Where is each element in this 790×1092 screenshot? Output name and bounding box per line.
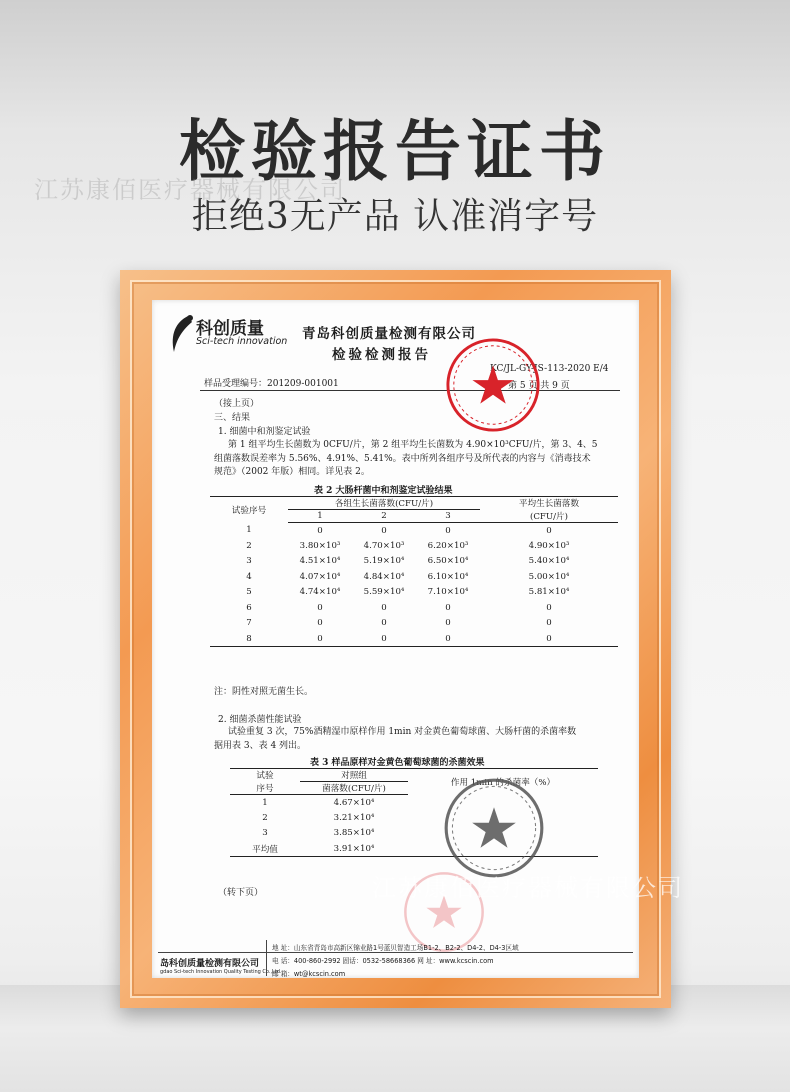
table-cell: 4.70×10³ <box>363 540 405 551</box>
table-header: 2 <box>352 510 416 523</box>
official-seal-top <box>444 336 542 434</box>
table-row <box>210 523 618 539</box>
table-row <box>210 631 618 647</box>
table-cell: 5 <box>246 587 252 598</box>
footer-phone: 电 话：400-860-2992 固话：0532-58668366 网 址：www.kcscin.com <box>272 957 494 965</box>
table-cell: 2 <box>262 812 268 823</box>
table-cell: 5.40×10⁴ <box>528 556 570 567</box>
table-cell: 0 <box>288 631 352 647</box>
table-cell: 0 <box>317 618 323 629</box>
subsection-heading: 1. 细菌中和剂鉴定试验 <box>218 427 311 437</box>
table-header: 3 <box>416 510 480 523</box>
continued-from: （接上页） <box>214 399 260 409</box>
table-row <box>210 554 618 570</box>
report-title: 检验检测报告 <box>332 347 431 363</box>
table-cell: 3.21×10⁴ <box>333 812 375 823</box>
paragraph <box>214 726 634 753</box>
watermark-bottom: 江苏康佰医疗器械有限公司 <box>372 874 684 902</box>
table-cell: 4.67×10⁴ <box>333 797 375 808</box>
table-cell: 5.00×10⁴ <box>528 571 570 582</box>
results-table <box>210 496 618 647</box>
table-cell: 3 <box>262 828 268 839</box>
table-cell: 0 <box>546 602 552 613</box>
table-header: 序号 <box>230 782 300 795</box>
table-note: 注：阴性对照无菌生长。 <box>214 687 314 697</box>
table-cell: 0 <box>445 602 451 613</box>
logo-text-cn: 科创质量 <box>196 319 264 339</box>
footer-company-cn: 岛科创质量检测有限公司 <box>160 959 260 969</box>
section-heading: 三、结果 <box>214 413 251 423</box>
table-cell: 3.91×10⁴ <box>300 841 408 857</box>
paragraph-line: 组菌落数误差率为 5.56%、4.91%、5.41%。表中所列各组序号及所代表的内容与《消毒技术 <box>214 453 591 464</box>
page-subtitle: 拒绝3无产品 认准消字号 <box>191 196 599 237</box>
table-cell: 5.19×10⁴ <box>363 556 405 567</box>
logo-text-en: Sci-tech innovation <box>196 336 288 347</box>
paragraph-line: 第 1 组平均生长菌数为 0CFU/片，第 2 组平均生长菌数为 4.90×10³CFU/片，第 3、4、5 <box>228 440 598 450</box>
table-header: 试验序号 <box>210 497 288 523</box>
issuer-name: 青岛科创质量检测有限公司 <box>302 326 476 342</box>
paragraph-line: 规范》（2002 年版）相同。详见表 2。 <box>214 467 370 477</box>
subsection-heading: 2. 细菌杀菌性能试验 <box>218 715 302 725</box>
table-cell: 7.10×10⁴ <box>427 587 469 598</box>
table-cell: 4 <box>246 571 252 582</box>
table-cell: 0 <box>546 618 552 629</box>
table-cell: 6.20×10³ <box>427 540 469 551</box>
table-cell: 0 <box>317 602 323 613</box>
table-cell: 3 <box>246 556 252 567</box>
table-row <box>230 795 598 811</box>
watermark-top: 江苏康佰医疗器械有限公司 <box>34 176 346 204</box>
table-header: 1 <box>288 510 352 523</box>
table-cell: 6.50×10⁴ <box>427 556 469 567</box>
table-caption: 表 2 大肠杆菌中和剂鉴定试验结果 <box>314 486 453 496</box>
footer-divider <box>266 940 267 976</box>
table-cell: 0 <box>480 631 618 647</box>
table-cell: 4.84×10⁴ <box>363 571 405 582</box>
table-header: (CFU/片) <box>480 510 618 523</box>
table-cell: 6 <box>246 602 252 613</box>
table-cell: 5.59×10⁴ <box>363 587 405 598</box>
paragraph-line: 试验重复 3 次，75%酒精湿巾原样作用 1min 对金黄色葡萄球菌、大肠杆菌的杀菌率数 <box>228 727 577 737</box>
page-title: 检验报告证书 <box>179 112 611 190</box>
company-logo-icon <box>166 312 196 356</box>
table-cell: 7 <box>246 618 252 629</box>
table-row <box>210 585 618 601</box>
official-seal-bottom <box>442 776 546 880</box>
table-cell: 3.80×10³ <box>299 540 341 551</box>
table-header: 菌落数(CFU/片) <box>300 782 408 795</box>
table-header: 平均生长菌落数 <box>480 497 618 510</box>
table-cell: 4.74×10⁴ <box>299 587 341 598</box>
table-cell: 3.85×10⁴ <box>333 828 375 839</box>
table-cell: 4.90×10³ <box>528 540 570 551</box>
footer-rule <box>158 952 633 953</box>
table-cell: 1 <box>262 797 268 808</box>
document-code: KC/JL-GY-JS-113-2020 E/4 <box>490 364 609 374</box>
table-cell: 0 <box>317 525 323 536</box>
table-header: 试验 <box>230 769 300 782</box>
table-cell: 0 <box>381 525 387 536</box>
table-header: 对照组 <box>300 769 408 782</box>
table-cell: 4.07×10⁴ <box>299 571 341 582</box>
table-caption: 表 3 样品原样对金黄色葡萄球菌的杀菌效果 <box>310 758 485 768</box>
continued-to: （转下页） <box>218 888 264 898</box>
table-cell: 6.10×10⁴ <box>427 571 469 582</box>
header-rule <box>200 390 620 391</box>
sample-number: 样品受理编号：201209-001001 <box>204 379 339 389</box>
table-cell: 0 <box>381 618 387 629</box>
table-cell: 0 <box>445 618 451 629</box>
table-row <box>210 569 618 585</box>
table-cell: 0 <box>445 525 451 536</box>
table-cell: 0 <box>416 631 480 647</box>
footer-company-en: gdao Sci-tech Innovation Quality Testing Co.,Ltd. <box>160 969 282 975</box>
table-cell: 0 <box>352 631 416 647</box>
table-cell: 8 <box>210 631 288 647</box>
table-cell: 4.51×10⁴ <box>299 556 341 567</box>
table-header: 各组生长菌落数(CFU/片) <box>288 497 480 510</box>
table-row <box>210 538 618 554</box>
paragraph-line: 据用表 3、表 4 列出。 <box>214 740 307 751</box>
table-row <box>210 600 618 616</box>
table-row <box>210 616 618 632</box>
footer-email: 邮 箱：wt@kcscin.com <box>272 970 346 978</box>
table-cell: 1 <box>246 525 252 536</box>
table-cell: 0 <box>381 602 387 613</box>
footer-address: 地 址：山东省青岛市高新区锦业路1号蓝贝智造工场B1-2、B2-2、D4-2、D4-3区域 <box>272 944 519 952</box>
table-cell: 2 <box>246 540 252 551</box>
table-header: 作用 1min 的杀菌率（%） <box>408 769 598 795</box>
paragraph <box>214 439 634 480</box>
table-cell: 平均值 <box>230 841 300 857</box>
page-number: 第 5 页 共 9 页 <box>508 381 570 391</box>
table-cell: 5.81×10⁴ <box>528 587 570 598</box>
table-cell: 0 <box>546 525 552 536</box>
